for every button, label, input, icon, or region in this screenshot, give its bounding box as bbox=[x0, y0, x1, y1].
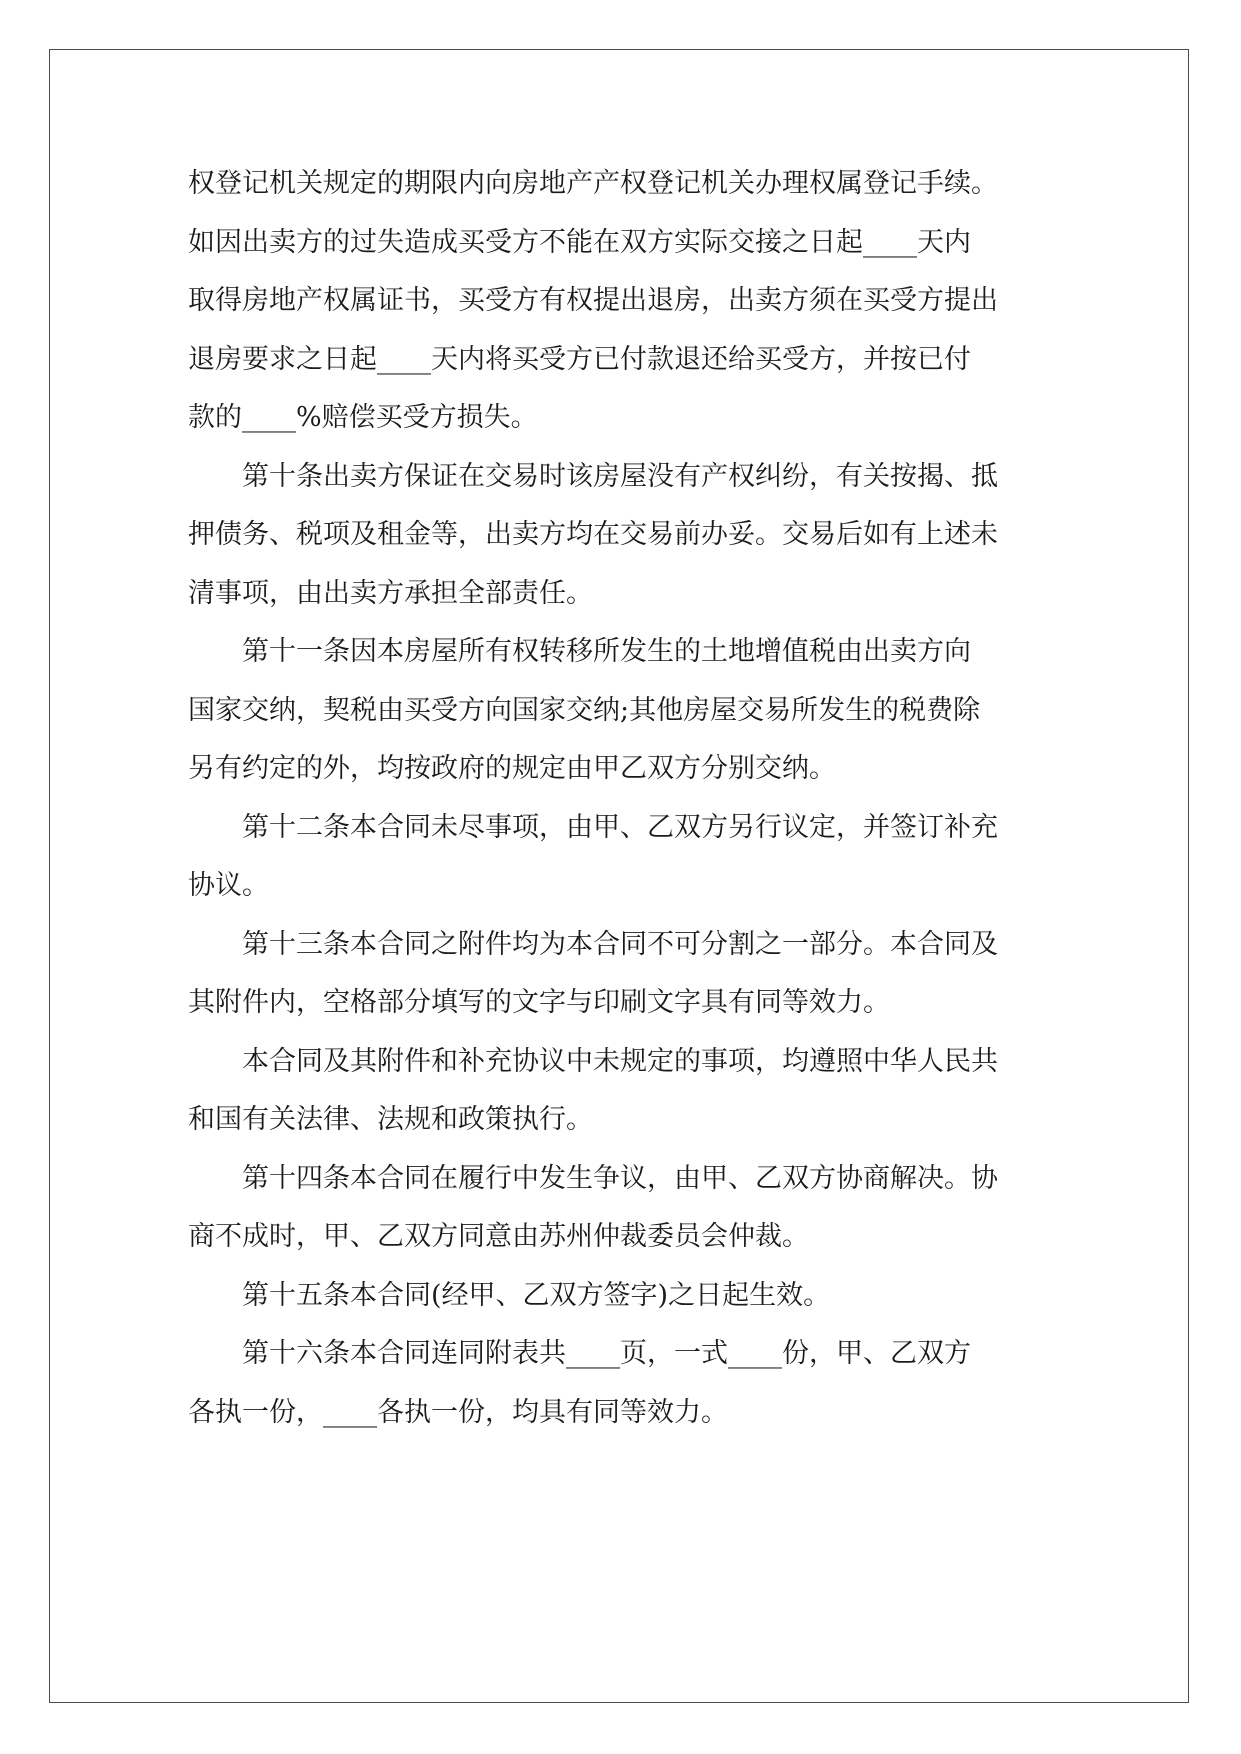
text-line: 取得房地产权属证书，买受方有权提出退房，出卖方须在买受方提出 bbox=[188, 285, 998, 316]
text-line: 清事项，由出卖方承担全部责任。 bbox=[188, 577, 593, 609]
clause-12-first-line: 第十二条本合同未尽事项，由甲、乙双方另行议定，并签订补充 bbox=[242, 811, 998, 843]
text-line: 押债务、税项及租金等，出卖方均在交易前办妥。交易后如有上述未 bbox=[188, 519, 998, 550]
paragraph-first-line: 本合同及其附件和补充协议中未规定的事项，均遵照中华人民共 bbox=[242, 1045, 998, 1077]
text-line: 其附件内，空格部分填写的文字与印刷文字具有同等效力。 bbox=[188, 987, 890, 1018]
clause-13-first-line: 第十三条本合同之附件均为本合同不可分割之一部分。本合同及 bbox=[242, 928, 998, 960]
text-line: 商不成时，甲、乙双方同意由苏州仲裁委员会仲裁。 bbox=[188, 1221, 809, 1252]
clause-16-first-line: 第十六条本合同连同附表共____页，一式____份，甲、乙双方 bbox=[242, 1338, 971, 1369]
clause-14-first-line: 第十四条本合同在履行中发生争议，由甲、乙双方协商解决。协 bbox=[242, 1162, 998, 1194]
text-line: 和国有关法律、法规和政策执行。 bbox=[188, 1104, 593, 1135]
text-line: 权登记机关规定的期限内向房地产产权登记机关办理权属登记手续。 bbox=[188, 168, 998, 199]
clause-15-line: 第十五条本合同(经甲、乙双方签字)之日起生效。 bbox=[242, 1279, 831, 1311]
text-line: 各执一份，____各执一份，均具有同等效力。 bbox=[188, 1396, 728, 1428]
text-line: 款的____%赔偿买受方损失。 bbox=[188, 402, 538, 433]
clause-10-first-line: 第十条出卖方保证在交易时该房屋没有产权纠纷，有关按揭、抵 bbox=[242, 460, 998, 492]
text-line: 退房要求之日起____天内将买受方已付款退还给买受方，并按已付 bbox=[188, 343, 971, 375]
text-line: 另有约定的外，均按政府的规定由甲乙双方分别交纳。 bbox=[188, 753, 836, 784]
document-body bbox=[188, 155, 1068, 1442]
text-line: 国家交纳，契税由买受方向国家交纳;其他房屋交易所发生的税费除 bbox=[188, 694, 981, 726]
text-line: 如因出卖方的过失造成买受方不能在双方实际交接之日起____天内 bbox=[188, 226, 971, 258]
clause-11-first-line: 第十一条因本房屋所有权转移所发生的土地增值税由出卖方向 bbox=[242, 636, 971, 667]
text-line: 协议。 bbox=[188, 870, 269, 901]
